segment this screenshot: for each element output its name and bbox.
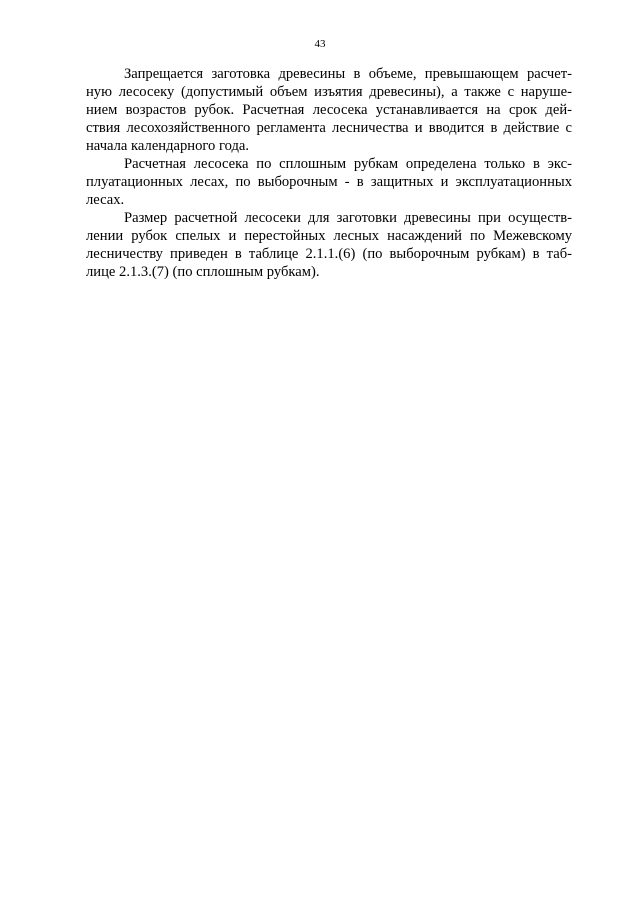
page-number: 43: [314, 38, 326, 50]
paragraph-2: [86, 155, 572, 209]
text-line: Запрещается заготовка древесины в объеме, превышающем расчет-: [124, 66, 572, 82]
text-line: Размер расчетной лесосеки для заготовки древесины при осуществ-: [124, 210, 572, 226]
text-line: лице 2.1.3.(7) (по сплошным рубкам).: [86, 264, 320, 280]
text-line: лении рубок спелых и перестойных лесных насаждений по Межевскому: [86, 228, 572, 244]
text-line: Расчетная лесосека по сплошным рубкам определена только в экс-: [124, 156, 572, 172]
paragraph-3: [86, 209, 572, 281]
paragraph-1: [86, 65, 572, 155]
text-line: ную лесосеку (допустимый объем изъятия древесины), а также с наруше-: [86, 84, 572, 100]
body-text: [86, 65, 572, 281]
text-line: начала календарного года.: [86, 138, 250, 154]
text-line: ствия лесохозяйственного регламента лесничества и вводится в действие с: [86, 120, 572, 136]
text-line: плуатационных лесах, по выборочным - в защитных и эксплуатационных: [86, 174, 572, 190]
text-line: лесничеству приведен в таблице 2.1.1.(6) (по выборочным рубкам) в таб-: [86, 246, 572, 262]
text-line: нием возрастов рубок. Расчетная лесосека устанавливается на срок дей-: [86, 102, 572, 118]
text-line: лесах.: [86, 192, 125, 208]
